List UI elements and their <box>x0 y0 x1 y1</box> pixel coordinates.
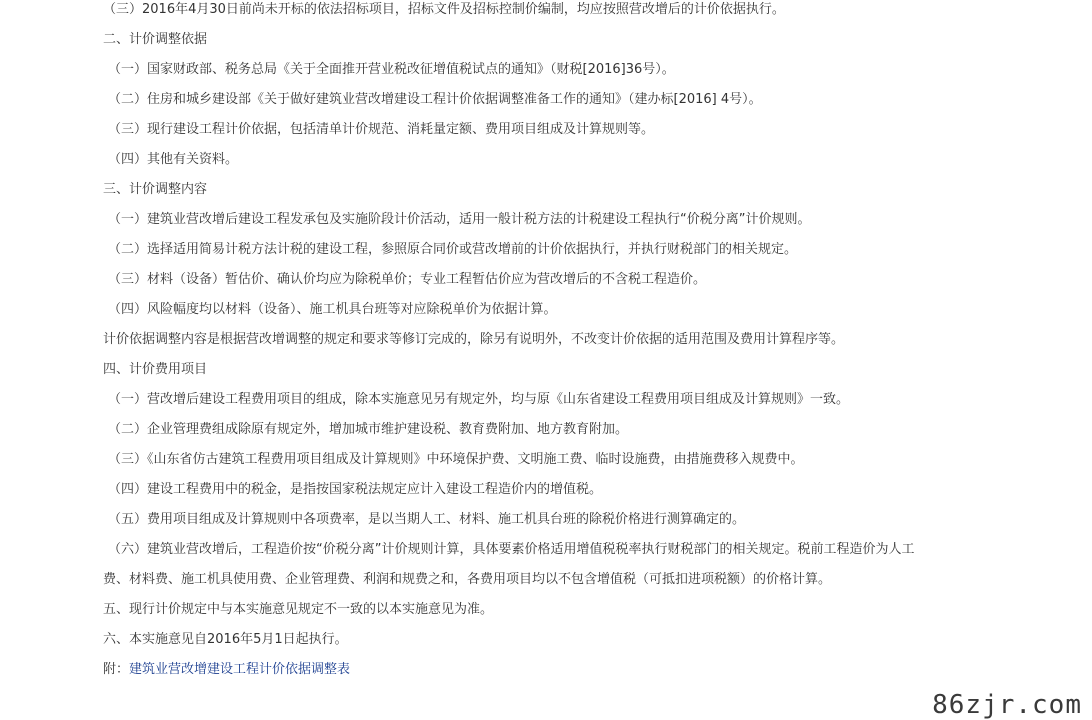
paragraph-3-3: （三）2016年4月30日前尚未开标的依法招标项目，招标文件及招标控制价编制，均应按照营改增后的计价依据执行。 <box>103 2 785 17</box>
paragraph-fee-5: （五）费用项目组成及计算规则中各项费率，是以当期人工、材料、施工机具台班的除税价格进行测算确定的。 <box>108 512 746 527</box>
paragraph-basis-1: （一）国家财政部、税务总局《关于全面推开营业税改征增值税试点的通知》（财税[2016]36号）。 <box>108 62 675 77</box>
site-watermark: 86zjr.com <box>932 690 1082 720</box>
paragraph-content-3: （三）材料（设备）暂估价、确认价均应为除税单价；专业工程暂估价应为营改增后的不含税工程造价。 <box>108 272 707 287</box>
paragraph-basis-4: （四）其他有关资料。 <box>108 152 239 167</box>
paragraph-section-6: 六、本实施意见自2016年5月1日起执行。 <box>103 632 348 647</box>
heading-pricing-basis: 二、计价调整依据 <box>103 32 208 47</box>
paragraph-fee-2: （二）企业管理费组成除原有规定外，增加城市维护建设税、教育费附加、地方教育附加。 <box>108 422 629 437</box>
paragraph-section-5: 五、现行计价规定中与本实施意见规定不一致的以本实施意见为准。 <box>103 602 494 617</box>
paragraph-basis-2: （二）住房和城乡建设部《关于做好建筑业营改增建设工程计价依据调整准备工作的通知》（建办标[2016] 4号）。 <box>108 92 762 107</box>
paragraph-content-1: （一）建筑业营改增后建设工程发承包及实施阶段计价活动，适用一般计税方法的计税建设工程执行“价税分离”计价规则。 <box>108 212 811 227</box>
paragraph-content-note: 计价依据调整内容是根据营改增调整的规定和要求等修订完成的，除另有说明外，不改变计价依据的适用范围及费用计算程序等。 <box>103 332 845 347</box>
heading-fee-items: 四、计价费用项目 <box>103 362 208 377</box>
attachment-link[interactable]: 建筑业营改增建设工程计价依据调整表 <box>129 662 351 677</box>
paragraph-fee-6: （六）建筑业营改增后，工程造价按“价税分离”计价规则计算，具体要素价格适用增值税税率执行财税部门的相关规定。税前工程造价为人工 <box>108 542 915 557</box>
heading-pricing-content: 三、计价调整内容 <box>103 182 208 197</box>
paragraph-content-4: （四）风险幅度均以材料（设备）、施工机具台班等对应除税单价为依据计算。 <box>108 302 557 317</box>
paragraph-content-2: （二）选择适用简易计税方法计税的建设工程，参照原合同价或营改增前的计价依据执行，并执行财税部门的相关规定。 <box>108 242 798 257</box>
paragraph-fee-6-continued: 费、材料费、施工机具使用费、企业管理费、利润和规费之和，各费用项目均以不包含增值税（可抵扣进项税额）的价格计算。 <box>103 572 832 587</box>
paragraph-fee-3: （三）《山东省仿古建筑工程费用项目组成及计算规则》中环境保护费、文明施工费、临时设施费，由措施费移入规费中。 <box>108 452 804 467</box>
paragraph-basis-3: （三）现行建设工程计价依据，包括清单计价规范、消耗量定额、费用项目组成及计算规则等。 <box>108 122 655 137</box>
attachment-prefix: 附： <box>103 662 130 677</box>
paragraph-fee-1: （一）营改增后建设工程费用项目的组成，除本实施意见另有规定外，均与原《山东省建设工程费用项目组成及计算规则》一致。 <box>108 392 850 407</box>
attachment-line <box>103 661 350 679</box>
paragraph-fee-4: （四）建设工程费用中的税金，是指按国家税法规定应计入建设工程造价内的增值税。 <box>108 482 603 497</box>
